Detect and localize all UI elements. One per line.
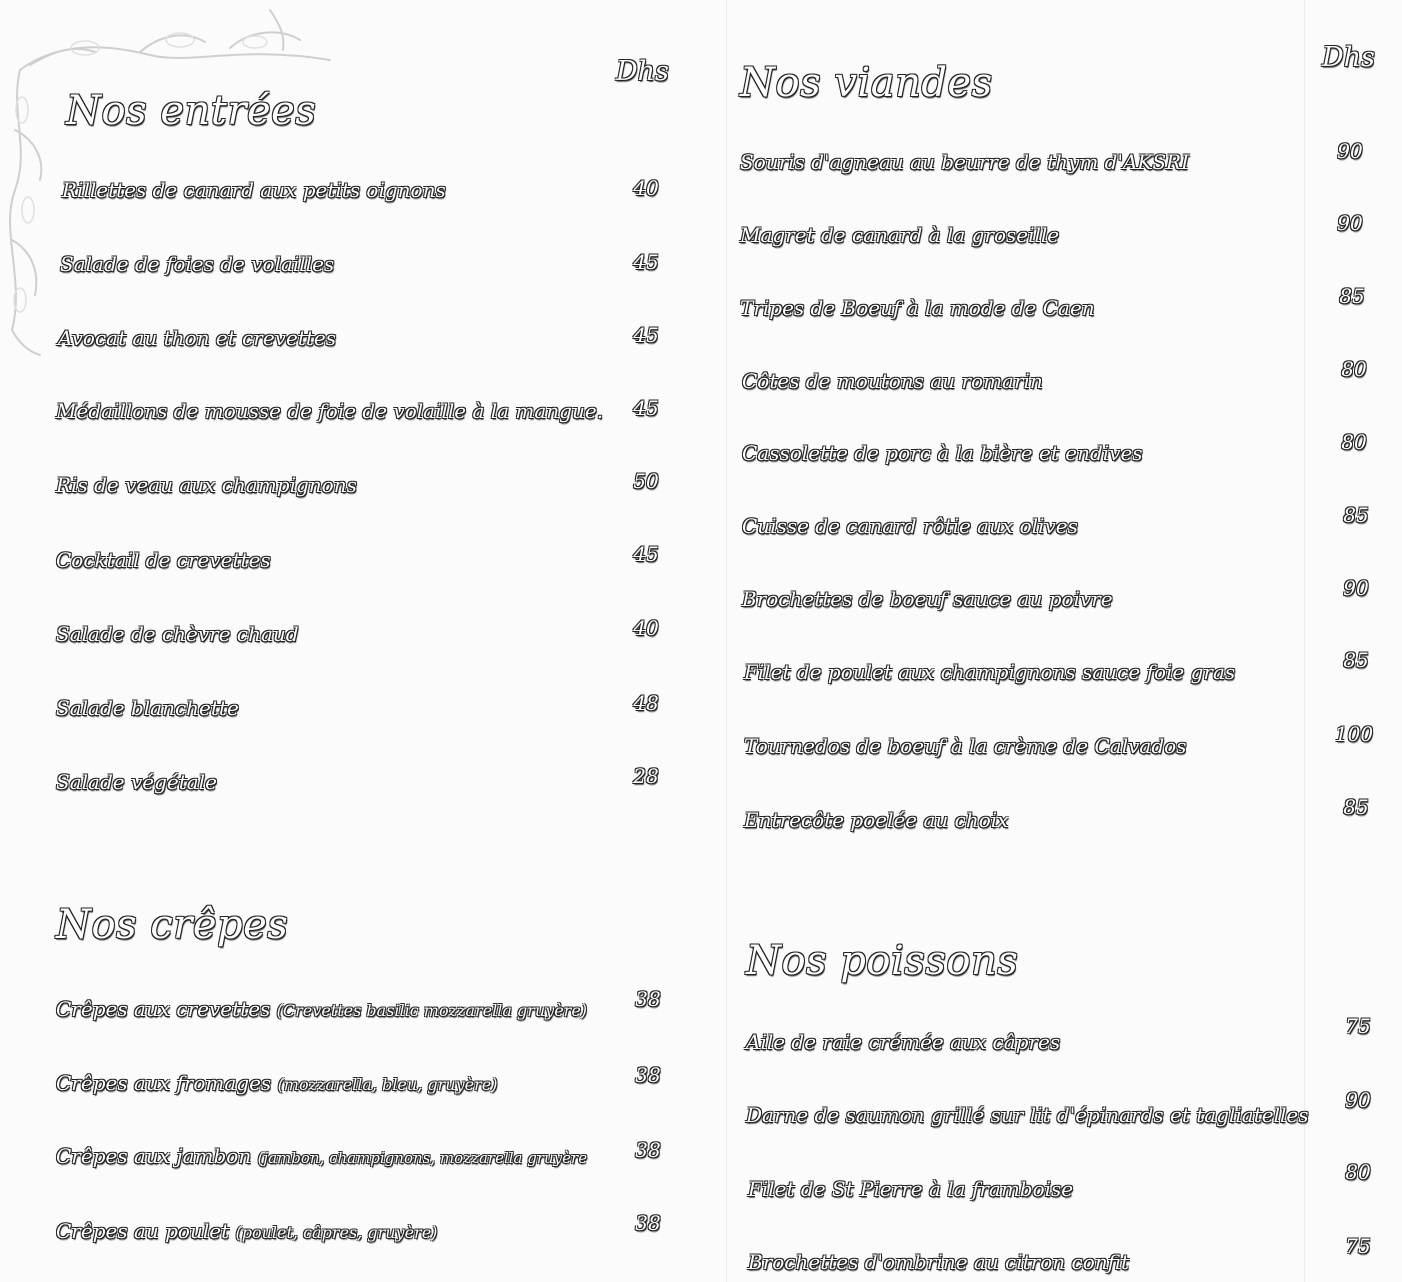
menu-item [56,1144,587,1168]
section-title: Nos crêpes [56,902,289,948]
menu-item [56,997,587,1021]
menu-item-price: 40 [633,616,659,640]
menu-item-price: 85 [1343,795,1369,819]
menu-item-price: 85 [1339,284,1365,308]
menu-item: Souris d'agneau au beurre de thym d'AKSRI [740,150,1189,174]
menu-item-price: 38 [635,1063,661,1087]
menu-item-price: 90 [1337,139,1363,163]
menu-item: Magret de canard à la groseille [740,223,1060,247]
menu-item: Cuisse de canard rôtie aux olives [742,514,1078,538]
menu-item: Cocktail de crevettes [56,548,271,572]
menu-item-price: 45 [633,323,659,347]
menu-item-price: 48 [633,691,659,715]
menu-item-price: 80 [1345,1160,1371,1184]
menu-item: Filet de St Pierre à la framboise [748,1177,1074,1201]
menu-item: Rillettes de canard aux petits oignons [62,178,446,202]
menu-item: Ris de veau aux champignons [56,473,357,497]
menu-item: Tripes de Boeuf à la mode de Caen [740,296,1095,320]
menu-item-price: 45 [633,250,659,274]
menu-item-name: Crêpes au poulet [56,1219,230,1243]
menu-item-price: 100 [1334,722,1374,746]
menu-item: Salade de foies de volailles [60,252,335,276]
menu-item: Salade blanchette [56,696,239,720]
menu-item-price: 75 [1345,1014,1371,1038]
menu-item-price: 75 [1345,1234,1371,1258]
section-title: Nos viandes [740,60,993,106]
menu-item-price: 45 [633,396,659,420]
menu-item-price: 85 [1343,503,1369,527]
menu-item: Cassolette de porc à la bière et endives [742,441,1143,465]
menu-item-price: 38 [635,1211,661,1235]
menu-item-price: 50 [633,469,659,493]
menu-item: Aile de raie crémée aux câpres [746,1030,1061,1054]
currency-header: Dhs [616,56,669,87]
menu-item: Salade de chèvre chaud [56,622,299,646]
menu-item: Darne de saumon grillé sur lit d'épinards et tagliatelles [746,1103,1309,1127]
menu-item: Médaillons de mousse de foie de volaille à la mangue. [56,399,604,423]
menu-item: Salade végétale [56,770,217,794]
menu-item [56,1219,437,1243]
section-title: Nos poissons [746,938,1019,984]
menu-item [56,1071,497,1095]
menu-item-price: 45 [633,542,659,566]
menu-item-name: Crêpes aux jambon [56,1144,252,1168]
menu-item-price: 90 [1345,1088,1371,1112]
menu-item-name: Crêpes aux fromages [56,1071,272,1095]
menu-item-price: 40 [633,176,659,200]
menu-item-price: 38 [635,987,661,1011]
menu-item-detail: (mozzarella, bleu, gruyère) [277,1075,498,1094]
menu-item-price: 28 [633,764,659,788]
currency-header: Dhs [1322,42,1375,73]
price-column-divider [1304,0,1305,1282]
menu-item: Côtes de moutons au romarin [742,369,1043,393]
menu-item-price: 80 [1341,357,1367,381]
section-title: Nos entrées [66,88,317,134]
menu-item: Entrecôte poelée au choix [744,808,1009,832]
menu-item-price: 90 [1337,211,1363,235]
menu-item: Avocat au thon et crevettes [58,326,336,350]
menu-item-price: 85 [1343,648,1369,672]
menu-item-price: 38 [635,1138,661,1162]
menu-item-detail: (jambon, champignons, mozzarella gruyère [257,1149,588,1167]
menu-item-detail: (poulet, câpres, gruyère) [235,1223,438,1242]
menu-item: Brochettes de boeuf sauce au poivre [742,587,1113,611]
menu-item-detail: (Crevettes basilic mozzarella gruyère) [276,1001,588,1020]
menu-item: Filet de poulet aux champignons sauce foie gras [744,660,1236,684]
menu-item: Tournedos de boeuf à la crème de Calvados [744,734,1187,758]
menu-item-price: 80 [1341,430,1367,454]
menu-item-price: 90 [1343,576,1369,600]
column-divider [726,0,727,1282]
menu-item-name: Crêpes aux crevettes [56,997,271,1021]
menu-item: Brochettes d'ombrine au citron confit [748,1250,1130,1274]
